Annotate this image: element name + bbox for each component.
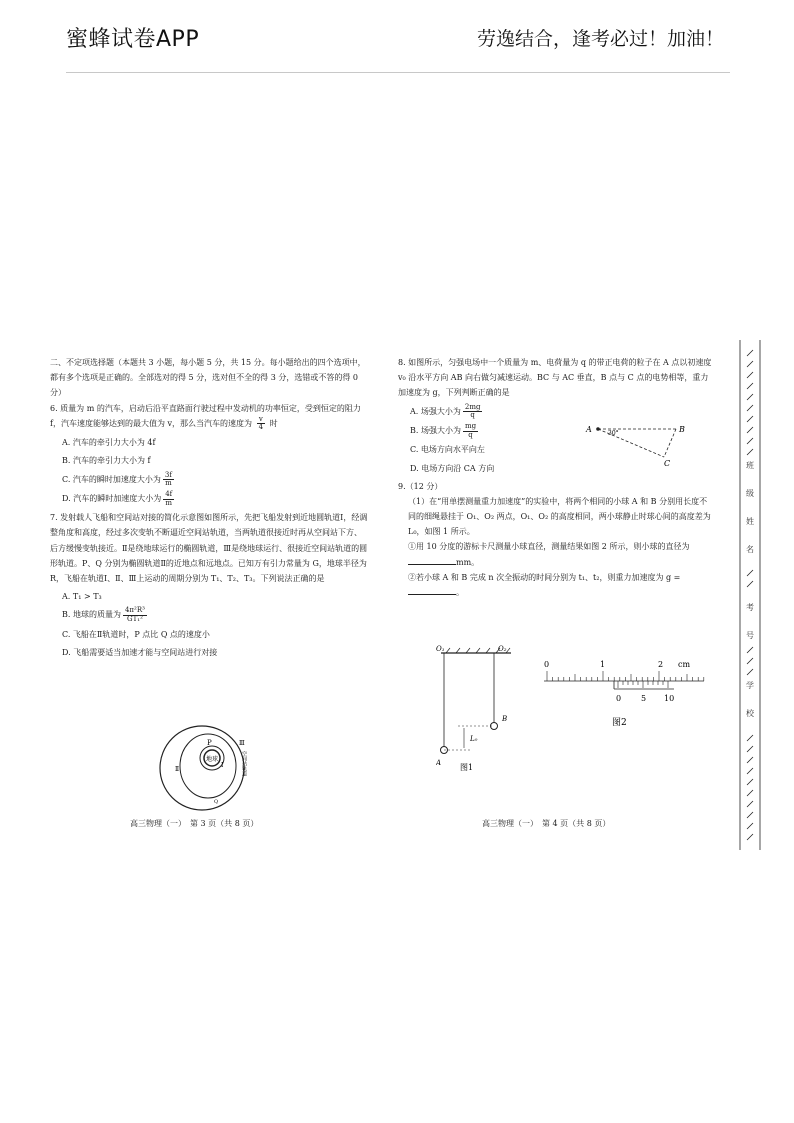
vernier-caliper-figure xyxy=(540,655,710,735)
side-label: 校 xyxy=(746,709,754,718)
unit-label: cm xyxy=(678,660,691,669)
vernier-label-5: 5 xyxy=(641,694,647,703)
l0-label: L₀ xyxy=(470,735,478,743)
earth-label: 地球 xyxy=(205,756,219,763)
exam-page-4 xyxy=(398,355,714,772)
page-3-footer: 高三物理（一） 第 3 页（共 8 页） xyxy=(130,819,259,828)
side-label: 级 xyxy=(746,489,754,498)
ball-b-label: B xyxy=(502,715,508,723)
q8-option-b: B. 场强大小为 $\frac{mg}{q}$ xyxy=(410,421,477,439)
side-label: 学 xyxy=(746,681,754,690)
binding-strip xyxy=(738,340,762,850)
vernier-label-0: 0 xyxy=(616,694,622,703)
exam-page-3 xyxy=(50,355,368,805)
main-scale-label-2: 2 xyxy=(658,660,664,669)
section-heading: 二、不定项选择题（本题共 3 小题，每小题 5 分，共 15 分。每小题给出的四个选项中，都有多个选项是正确的。全部选对的得 5 分，选对但不全的得 3 分，选错或不答的得 0 分） xyxy=(50,358,366,398)
particle-icon xyxy=(596,427,600,431)
q7-option-d: D. 飞船需要适当加速才能与空间站进行对接 xyxy=(62,647,218,657)
side-label: 考 xyxy=(746,603,754,612)
side-label: 名 xyxy=(746,545,754,554)
station-orbit-note: 空间站轨道 xyxy=(241,751,247,776)
q8-option-c: C. 电场方向水平向左 xyxy=(410,445,485,455)
point-c-label: C xyxy=(664,459,671,467)
q8-option-a: A. 场强大小为 $\frac{2mg}{q}$ xyxy=(410,402,481,420)
side-label: 姓 xyxy=(746,517,754,526)
answer-blank-diameter[interactable] xyxy=(408,555,456,565)
main-scale-label-0: 0 xyxy=(544,660,550,669)
q8-option-d: D. 电场方向沿 CA 方向 xyxy=(410,463,495,473)
q9-part-1: （1）在“用单摆测量重力加速度”的实验中，将两个相同的小球 A 和 B 分别用长度不同的细绳悬挂于 O₁、O₂ 两点，O₁、O₂ 的高度相同，两小球静止时球心间的高度差为 L₀，如图 1 所示。 xyxy=(408,496,711,537)
q6-option-d: D. 汽车的瞬时加速度大小为 $\frac{4f}{m}$ xyxy=(62,489,173,507)
orbit-ii-label: Ⅱ xyxy=(175,766,180,773)
point-a-label: A xyxy=(586,425,592,434)
q9-part-3: ②若小球 A 和 B 完成 n 次全振动的时间分别为 t₁、t₂，则重力加速度为 g =。 xyxy=(408,572,681,597)
point-p-label: P xyxy=(207,739,212,747)
question-6 xyxy=(50,401,368,508)
point-b-label: B xyxy=(679,425,685,434)
fig1-caption: 图1 xyxy=(460,763,474,772)
point-q-label: Q xyxy=(214,799,219,805)
o1-label: O₁ xyxy=(436,645,445,653)
orbit-diagram xyxy=(150,723,260,813)
q7-option-c: C. 飞船在Ⅱ轨道时，P 点比 Q 点的速度小 xyxy=(62,629,210,639)
side-label: 号 xyxy=(746,631,754,640)
page-4-footer: 高三物理（一） 第 4 页（共 8 页） xyxy=(482,819,611,828)
answer-blank-g[interactable] xyxy=(408,585,456,595)
main-scale xyxy=(544,671,704,689)
side-label: 班 xyxy=(746,461,754,470)
q6-option-b: B. 汽车的牵引力大小为 f xyxy=(62,456,151,466)
q9-heading: 9.（12 分） xyxy=(398,481,443,491)
cut-line xyxy=(747,350,753,840)
field-triangle-diagram xyxy=(584,417,704,467)
question-7 xyxy=(50,510,368,660)
q6-option-a: A. 汽车的牵引力大小为 4f xyxy=(62,438,156,448)
q6-stem: 6. 质量为 m 的汽车，启动后沿平直路面行驶过程中发动机的功率恒定，受到恒定的阻力 f，汽车速度能够达到的最大值为 v，那么当汽车的速度为 $\frac{v}{4}$ 时 xyxy=(50,403,361,432)
pendulum-figure xyxy=(436,645,526,775)
ball-a-label: A xyxy=(436,759,442,767)
orbit-iii-label: Ⅲ xyxy=(239,740,245,747)
q7-stem: 7. 发射载人飞船和空间站对接的简化示意图如图所示，先把飞船发射到近地圆轨道Ⅰ，经调整角度和高度，经过多次变轨不断逼近空间站轨道，当两轨道很接近时再从空间站下方、后方缓慢变轨接近。Ⅱ是绕地球运行的椭圆轨道，Ⅲ是绕地球运行、很接近空间站轨道的圆形轨道。P、Q 分别为椭圆轨道Ⅱ的近地点和远地点。已知万有引力常量为 G，地球半径为 R，飞船在轨道Ⅰ、Ⅱ、Ⅲ上运动的周期分别为 T₁、T₂、T₃。下列说法正确的是 xyxy=(50,513,368,583)
header-slogan: 劳逸结合，逢考必过！加油！ xyxy=(476,28,724,50)
q7-option-b: B. 地球的质量为 $\frac{\text{4π²R³}}{\text{GT₁²}}$ xyxy=(62,606,145,624)
q9-part-2: ①用 10 分度的游标卡尺测量小球直径，测量结果如图 2 所示，则小球的直径为mm。 xyxy=(408,542,690,567)
fig2-caption: 图2 xyxy=(612,718,627,728)
q7-option-a: A. T₁ > T₃ xyxy=(62,592,102,602)
o2-label: O₂ xyxy=(498,645,507,653)
question-9 xyxy=(398,479,714,601)
header-divider xyxy=(66,72,730,73)
angle-label: 30° xyxy=(608,430,619,437)
brand-title: 蜜蜂试卷APP xyxy=(66,27,200,52)
orbit-i-label: Ⅰ xyxy=(221,762,224,769)
main-scale-label-1: 1 xyxy=(600,660,606,669)
q6-option-c: C. 汽车的瞬时加速度大小为 $\frac{3f}{m}$ xyxy=(62,470,172,488)
q8-stem: 8. 如图所示，匀强电场中一个质量为 m、电荷量为 q 的带正电荷的粒子在 A 点以初速度 v₀ 沿水平方向 AB 向右做匀减速运动。BC 与 AC 垂直，B 点与 C 点的电势相等，重力加速度为 g，下列判断正确的是 xyxy=(398,358,712,398)
fraction: $\frac{v}{4}$ xyxy=(258,414,264,432)
vernier-label-10: 10 xyxy=(664,694,675,703)
